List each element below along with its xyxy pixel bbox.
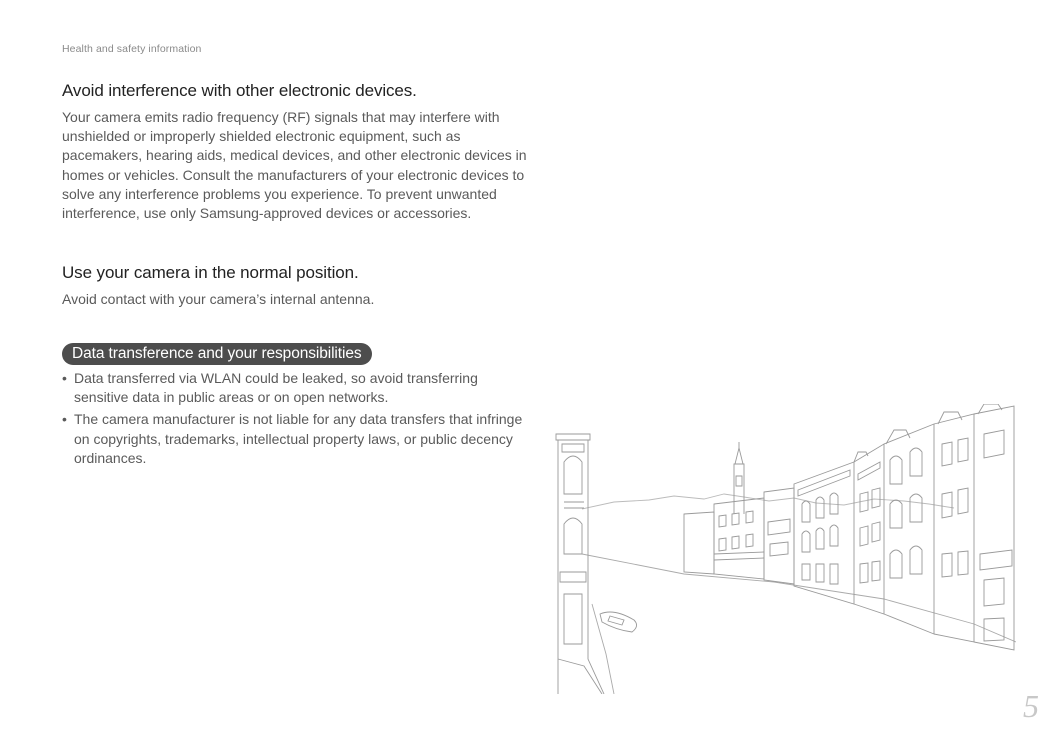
section-title: Avoid interference with other electronic devices. (62, 81, 417, 100)
list-item (62, 369, 524, 407)
venice-canal-illustration (554, 404, 1016, 694)
section-data-transference (62, 343, 532, 471)
section-body: Avoid contact with your camera’s internal antenna. (62, 291, 375, 307)
bullet-list (62, 369, 524, 468)
bullet-text: The camera manufacturer is not liable for any data transfers that infringe on copyrights, trademarks, intellectual property laws, or public decency ordinances. (74, 411, 523, 466)
section-interference (62, 80, 532, 223)
bullet-icon: • (62, 411, 67, 428)
section-normal-position (62, 262, 532, 309)
breadcrumb: Health and safety information (62, 43, 202, 55)
section-title: Use your camera in the normal position. (62, 263, 359, 282)
bullet-icon: • (62, 370, 67, 386)
bullet-text: Data transferred via WLAN could be leaked, so avoid transferring sensitive data in public areas or on open networks. (74, 370, 478, 406)
page-number: 5 (1023, 688, 1039, 724)
list-item (62, 410, 524, 468)
section-body: Your camera emits radio frequency (RF) signals that may interfere with unshielded or improperly shielded electronic equipment, such as pacemakers, hearing aids, medical devices, and other electronic devices in homes or vehicles. Consult the manufacturers of your electronic devices to solve any interference problems you experience. To prevent unwanted interference, use only Samsung-approved devices or accessories. (62, 109, 527, 222)
section-heading-pill: Data transference and your responsibilities (62, 343, 372, 365)
